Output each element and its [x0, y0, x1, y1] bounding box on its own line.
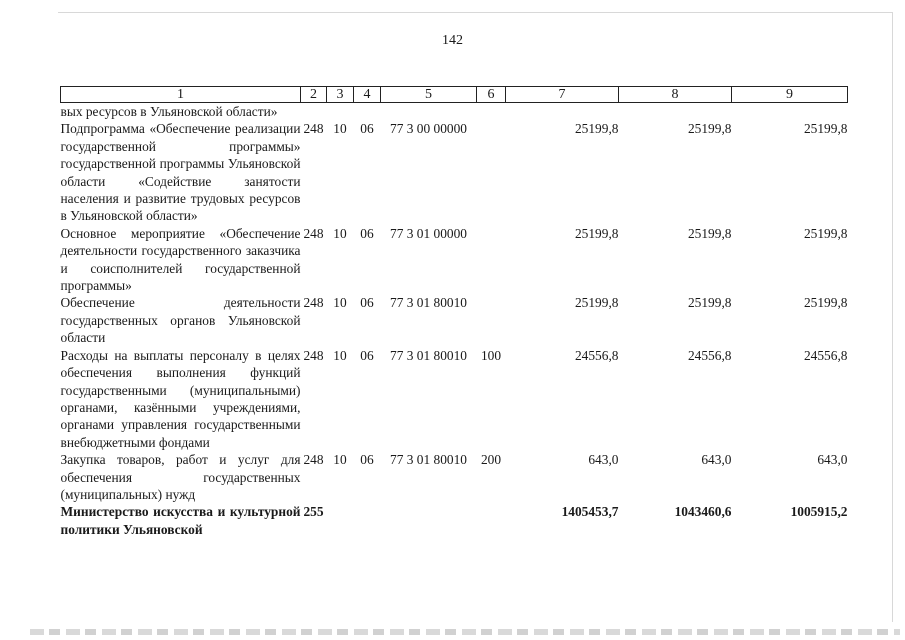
column-header-5: 5: [381, 87, 477, 103]
table-row: [61, 451, 848, 503]
table-row: [61, 294, 848, 346]
column-header-3: 3: [327, 87, 354, 103]
cell-target-article: 77 3 01 80010: [390, 347, 467, 363]
cell-section: [327, 103, 354, 121]
cell-amount-col9: 1005915,2: [790, 504, 848, 520]
column-header-6: 6: [477, 87, 506, 103]
cell-ministry-code: 248: [303, 347, 324, 363]
cell-ministry-code: 255: [303, 504, 324, 520]
cell-section: [327, 503, 354, 538]
cell-amount-col9: 25199,8: [803, 225, 848, 241]
page-edge-right: [892, 12, 893, 622]
cell-subsection: 06: [360, 121, 374, 137]
cell-amount-col8: 643,0: [701, 452, 732, 468]
cell-section: 10: [333, 452, 347, 468]
page-edge-top: [58, 12, 893, 13]
table-row: [61, 120, 848, 224]
cell-amount-col8: 24556,8: [687, 347, 732, 363]
row-name: Министерство искусства и культурной политики Ульяновской: [60, 504, 301, 537]
cell-target-article: 77 3 01 00000: [390, 225, 467, 241]
row-name: Закупка товаров, работ и услуг для обеспечения государственных (муниципальных) нужд: [60, 452, 301, 502]
table-row: [61, 103, 848, 121]
cell-amount-col9: 643,0: [817, 452, 848, 468]
table-row: [61, 347, 848, 451]
table-header-row: [61, 87, 848, 103]
cell-amount-col9: 25199,8: [803, 121, 848, 137]
cell-amount-col8: [619, 103, 732, 121]
cell-expense-type: [477, 120, 506, 224]
cell-ministry-code: 248: [303, 452, 324, 468]
cell-subsection: 06: [360, 347, 374, 363]
cell-ministry-code: 248: [303, 121, 324, 137]
row-name: Подпрограмма «Обеспечение реализации государственной программы» государственной программы Ульяновской области «Содействие занятости населения и развитие трудовых ресурсов в Ульяновской области»: [60, 121, 301, 224]
cell-amount-col9: [732, 103, 848, 121]
cell-amount-col8: 25199,8: [687, 121, 732, 137]
cell-expense-type: [477, 103, 506, 121]
cell-amount-col8: 25199,8: [687, 295, 732, 311]
row-name: Основное мероприятие «Обеспечение деятельности государственного заказчика и соисполнителей государственной программы»: [60, 225, 301, 294]
cell-amount-col7: 1405453,7: [561, 504, 619, 520]
cell-expense-type: 200: [480, 452, 502, 468]
budget-table: [60, 86, 848, 538]
column-header-2: 2: [301, 87, 327, 103]
cell-subsection: 06: [360, 295, 374, 311]
cell-amount-col7: 24556,8: [574, 347, 619, 363]
cell-section: 10: [333, 295, 347, 311]
cell-ministry-code: 248: [303, 225, 324, 241]
cell-amount-col9: 25199,8: [803, 295, 848, 311]
cell-amount-col7: 25199,8: [574, 121, 619, 137]
cell-subsection: [354, 503, 381, 538]
column-header-9: 9: [732, 87, 848, 103]
cell-expense-type: [477, 225, 506, 295]
cell-ministry-code: [301, 103, 327, 121]
cell-target-article: 77 3 01 80010: [390, 295, 467, 311]
cell-ministry-code: 248: [303, 295, 324, 311]
scan-artifact-strip: [30, 629, 900, 635]
cell-amount-col7: 25199,8: [574, 295, 619, 311]
column-header-4: 4: [354, 87, 381, 103]
column-header-1: 1: [61, 87, 301, 103]
cell-expense-type: 100: [480, 347, 502, 363]
row-name: Расходы на выплаты персоналу в целях обеспечения выполнения функций государственными (муниципальными) органами, казёнными учреждениями, органами управления государственными внебюджетными фондами: [60, 347, 301, 450]
page-number: 142: [442, 33, 463, 48]
cell-amount-col7: [506, 103, 619, 121]
table-row: [61, 225, 848, 295]
cell-section: 10: [333, 121, 347, 137]
cell-expense-type: [477, 294, 506, 346]
row-name: вых ресурсов в Ульяновской области»: [60, 104, 278, 119]
cell-target-article: 77 3 01 80010: [390, 452, 467, 468]
column-header-8: 8: [619, 87, 732, 103]
cell-target-article: [381, 103, 477, 121]
cell-target-article: 77 3 00 00000: [390, 121, 467, 137]
cell-subsection: 06: [360, 225, 374, 241]
cell-amount-col7: 643,0: [588, 452, 619, 468]
cell-subsection: [354, 103, 381, 121]
column-header-7: 7: [506, 87, 619, 103]
cell-expense-type: [477, 503, 506, 538]
cell-section: 10: [333, 225, 347, 241]
cell-amount-col9: 24556,8: [803, 347, 848, 363]
cell-section: 10: [333, 347, 347, 363]
cell-subsection: 06: [360, 452, 374, 468]
cell-amount-col8: 1043460,6: [674, 504, 732, 520]
row-name: Обеспечение деятельности государственных органов Ульяновской области: [60, 295, 301, 346]
table-row-ministry-total: [61, 503, 848, 538]
cell-target-article: [381, 503, 477, 538]
cell-amount-col8: 25199,8: [687, 225, 732, 241]
cell-amount-col7: 25199,8: [574, 225, 619, 241]
